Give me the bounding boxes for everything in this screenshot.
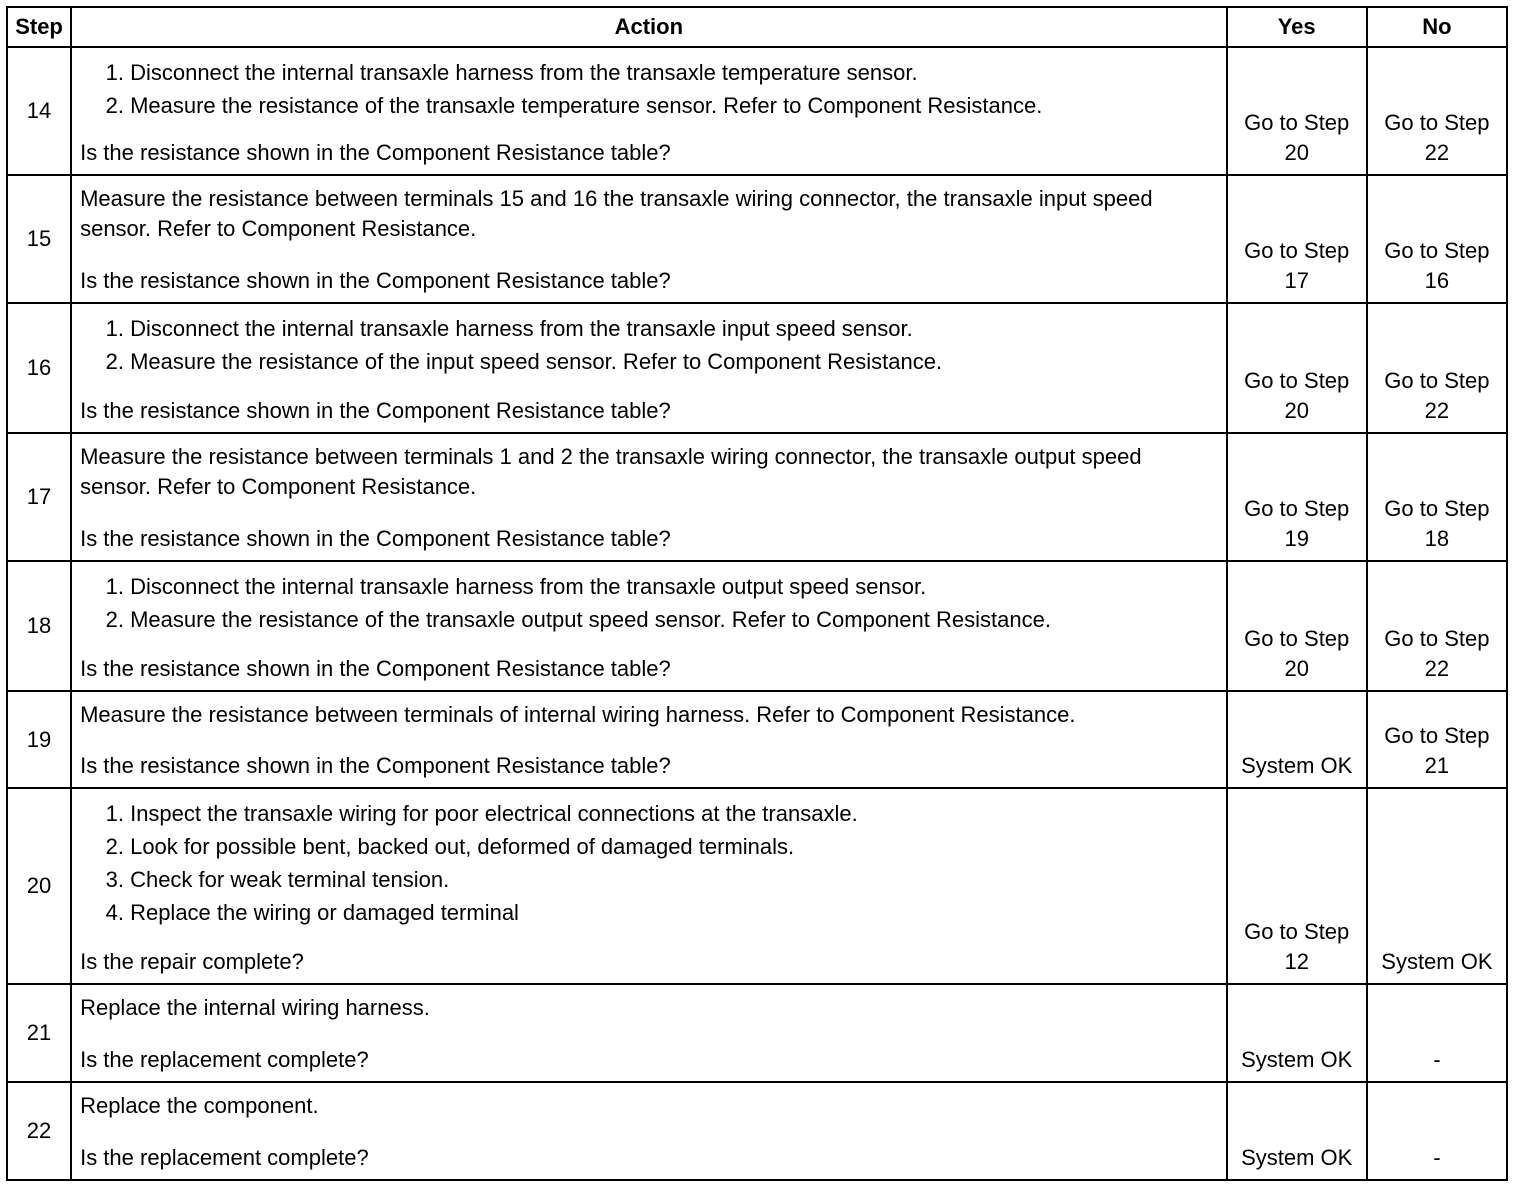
action-cell [71,691,1227,788]
no-result [1367,433,1507,561]
action-question: Is the resistance shown in the Component Resistance table? [80,398,671,423]
action-instructions [80,797,1218,929]
instruction-list [80,312,1218,378]
table-row [7,303,1507,433]
no-result-line: Go to Step [1384,238,1490,263]
action-content [80,700,1218,781]
yes-result [1227,1082,1367,1180]
header-action: Action [71,7,1227,47]
action-content [80,797,1218,977]
instruction-item: 2. Measure the resistance of the input speed sensor. Refer to Component Resistance. [130,345,1218,378]
instruction-text: Replace the component. [80,1093,319,1118]
yes-result-line: System OK [1241,753,1353,778]
table-row [7,788,1507,984]
instruction-item: 1. Disconnect the internal transaxle harness from the transaxle input speed sensor. [130,312,1218,345]
step-number: 15 [7,175,71,303]
table-row [7,561,1507,691]
action-instructions [80,184,1218,244]
no-result [1367,691,1507,788]
diagnostic-table [6,6,1508,1181]
no-result-line: - [1433,1047,1441,1072]
action-content [80,993,1218,1075]
no-result-line: Go to Step [1384,496,1490,521]
no-result-line: 21 [1424,753,1450,778]
table-row [7,175,1507,303]
action-question: Is the replacement complete? [80,1145,369,1170]
no-result-line: 22 [1424,656,1450,681]
instruction-item: 1. Disconnect the internal transaxle harness from the transaxle output speed sensor. [130,570,1218,603]
header-step: Step [7,7,71,47]
action-question: Is the resistance shown in the Component Resistance table? [80,656,671,681]
instruction-item: 2. Measure the resistance of the transaxle output speed sensor. Refer to Component Resistance. [130,603,1218,636]
yes-result-line: 20 [1284,398,1309,423]
no-result [1367,47,1507,175]
action-instructions [80,570,1218,636]
step-number: 22 [7,1082,71,1180]
action-instructions [80,56,1218,122]
action-cell [71,561,1227,691]
yes-result [1227,788,1367,984]
instruction-text: Replace the internal wiring harness. [80,995,430,1020]
instruction-item: 4. Replace the wiring or damaged terminal [130,896,1218,929]
yes-result-line: 17 [1284,268,1309,293]
no-result [1367,1082,1507,1180]
action-question: Is the replacement complete? [80,1047,369,1072]
action-cell [71,433,1227,561]
instruction-item: 3. Check for weak terminal tension. [130,863,1218,896]
header-no: No [1367,7,1507,47]
yes-result-line: Go to Step [1244,919,1350,944]
action-question: Is the resistance shown in the Component Resistance table? [80,140,671,165]
yes-result [1227,303,1367,433]
yes-result [1227,433,1367,561]
instruction-list [80,797,1218,929]
action-content [80,312,1218,426]
yes-result [1227,691,1367,788]
action-content [80,184,1218,296]
instruction-item: 1. Disconnect the internal transaxle harness from the transaxle temperature sensor. [130,56,1218,89]
instruction-item: 2. Look for possible bent, backed out, deformed of damaged terminals. [130,830,1218,863]
action-cell [71,984,1227,1082]
yes-result-line: 12 [1284,949,1309,974]
no-result-line: Go to Step [1384,723,1490,748]
no-result [1367,984,1507,1082]
yes-result-line: Go to Step [1244,496,1350,521]
instruction-item: 2. Measure the resistance of the transaxle temperature sensor. Refer to Component Resistance. [130,89,1218,122]
step-number: 17 [7,433,71,561]
no-result [1367,561,1507,691]
no-result-line: Go to Step [1384,626,1490,651]
step-number: 14 [7,47,71,175]
instruction-text: Measure the resistance between terminals 15 and 16 the transaxle wiring connector, the transaxle input speed sensor. Refer to Component Resistance. [80,186,1153,241]
yes-result-line: System OK [1241,1145,1353,1170]
yes-result [1227,175,1367,303]
table-body [7,47,1507,1180]
instruction-list [80,570,1218,636]
action-cell [71,47,1227,175]
table-row [7,984,1507,1082]
action-instructions [80,993,1218,1023]
yes-result-line: Go to Step [1244,110,1350,135]
action-question: Is the repair complete? [80,949,304,974]
action-question: Is the resistance shown in the Component Resistance table? [80,753,671,778]
yes-result [1227,984,1367,1082]
instruction-item: 1. Inspect the transaxle wiring for poor electrical connections at the transaxle. [130,797,1218,830]
header-yes: Yes [1227,7,1367,47]
step-number: 19 [7,691,71,788]
no-result-line: - [1433,1145,1441,1170]
no-result [1367,788,1507,984]
action-content [80,442,1218,554]
action-cell [71,303,1227,433]
instruction-list [80,56,1218,122]
no-result-line: 22 [1424,398,1450,423]
step-number: 21 [7,984,71,1082]
yes-result-line: Go to Step [1244,626,1350,651]
yes-result [1227,47,1367,175]
action-content [80,56,1218,168]
action-cell [71,175,1227,303]
action-question: Is the resistance shown in the Component Resistance table? [80,526,671,551]
no-result [1367,175,1507,303]
action-content [80,1091,1218,1173]
instruction-text: Measure the resistance between terminals 1 and 2 the transaxle wiring connector, the transaxle output speed sensor. Refer to Component Resistance. [80,444,1142,499]
table-row [7,47,1507,175]
no-result-line: System OK [1381,949,1493,974]
action-instructions [80,312,1218,378]
yes-result [1227,561,1367,691]
table-header-row [7,7,1507,47]
table-row [7,691,1507,788]
no-result-line: 18 [1424,526,1450,551]
table-row [7,433,1507,561]
yes-result-line: Go to Step [1244,368,1350,393]
no-result-line: Go to Step [1384,110,1490,135]
action-content [80,570,1218,684]
action-instructions [80,700,1218,730]
yes-result-line: System OK [1241,1047,1353,1072]
action-question: Is the resistance shown in the Component Resistance table? [80,268,671,293]
no-result [1367,303,1507,433]
instruction-text: Measure the resistance between terminals of internal wiring harness. Refer to Component Resistance. [80,702,1076,727]
action-cell [71,788,1227,984]
action-cell [71,1082,1227,1180]
yes-result-line: 20 [1284,656,1309,681]
table-row [7,1082,1507,1180]
step-number: 18 [7,561,71,691]
step-number: 16 [7,303,71,433]
action-instructions [80,442,1218,502]
yes-result-line: 20 [1284,140,1309,165]
no-result-line: 16 [1424,268,1450,293]
yes-result-line: Go to Step [1244,238,1350,263]
no-result-line: Go to Step [1384,368,1490,393]
action-instructions [80,1091,1218,1121]
step-number: 20 [7,788,71,984]
no-result-line: 22 [1424,140,1450,165]
yes-result-line: 19 [1284,526,1309,551]
